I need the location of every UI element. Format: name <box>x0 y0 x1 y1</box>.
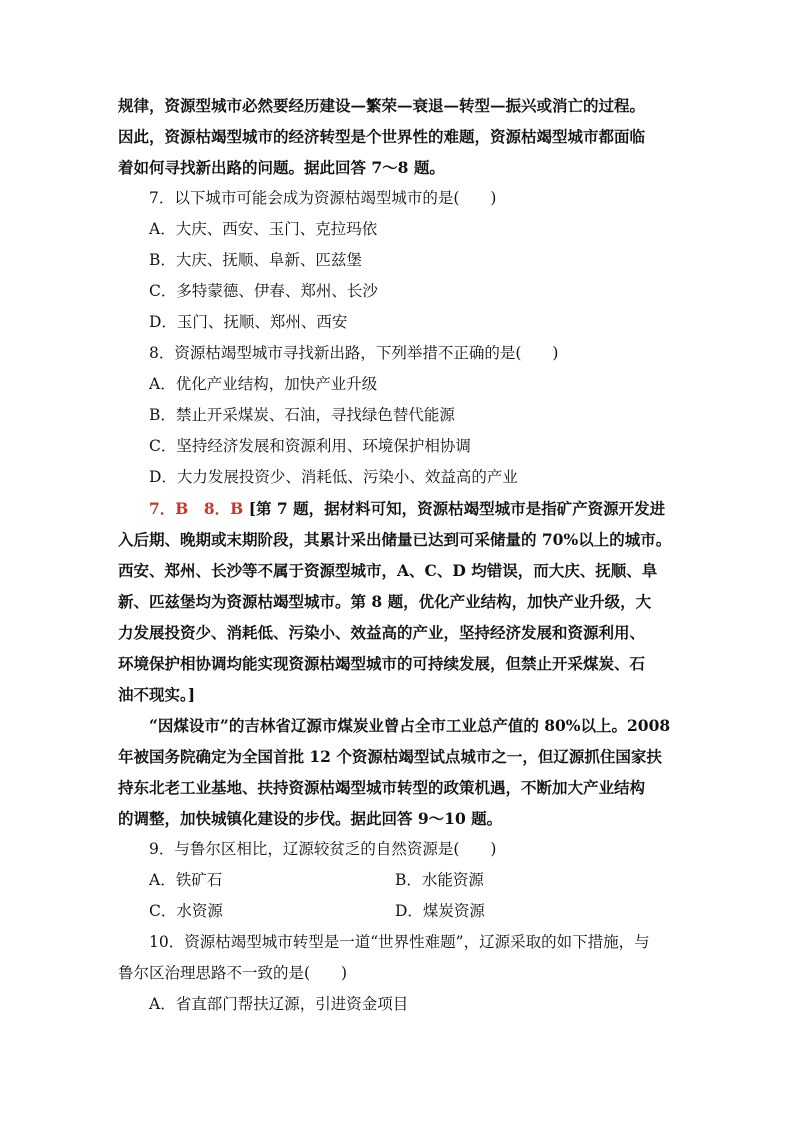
intro-passage <box>118 90 678 183</box>
question-9 <box>118 834 678 927</box>
question-9-options-row-1 <box>118 865 678 896</box>
passage-2-line: 持东北老工业基地、扶持资源枯竭型城市转型的政策机遇，不断加大产业结构 <box>118 778 646 797</box>
question-8 <box>118 338 678 493</box>
answer-line: 入后期、晚期或末期阶段，其累计采出储量已达到可采储量的 70%以上的城市。 <box>118 530 672 549</box>
question-7-option-d: D．玉门、抚顺、郑州、西安 <box>149 313 348 331</box>
question-10 <box>118 927 678 1020</box>
question-7-option-b: B．大庆、抚顺、阜新、匹兹堡 <box>149 251 362 269</box>
intro-line: 因此，资源枯竭型城市的经济转型是个世界性的难题，资源枯竭型城市都面临 <box>118 127 646 146</box>
question-9-stem: 9．与鲁尔区相比，辽源较贫乏的自然资源是( ) <box>149 840 497 858</box>
question-9-option-d: D．煤炭资源 <box>395 902 485 920</box>
answer-key: 7．B 8．B <box>149 499 244 518</box>
question-9-option-c: C．水资源 <box>149 902 223 920</box>
passage-2-line: 年被国务院确定为全国首批 12 个资源枯竭型试点城市之一，但辽源抓住国家扶 <box>118 747 662 766</box>
question-7-option-a: A．大庆、西安、玉门、克拉玛依 <box>149 220 378 238</box>
answer-line: 环境保护相协调均能实现资源枯竭型城市的可持续发展，但禁止开采煤炭、石 <box>118 654 646 673</box>
question-7 <box>118 183 678 338</box>
passage-2-line: “因煤设市”的吉林省辽源市煤炭业曾占全市工业总产值的 80%以上。2008 <box>149 716 671 735</box>
passage-2-line: 的调整，加快城镇化建设的步伐。据此回答 9～10 题。 <box>118 809 503 828</box>
question-8-stem: 8．资源枯竭型城市寻找新出路，下列举措不正确的是( ) <box>149 344 559 362</box>
question-9-option-a: A．铁矿石 <box>149 871 223 889</box>
answer-first-line <box>118 493 678 524</box>
question-10-stem-line-1: 10．资源枯竭型城市转型是一道“世界性难题”，辽源采取的如下措施，与 <box>149 933 650 951</box>
answer-line: 油不现实。] <box>118 685 196 704</box>
answer-line: 西安、郑州、长沙等不属于资源型城市，A、C、D 均错误，而大庆、抚顺、阜 <box>118 561 658 580</box>
question-10-option-a: A．省直部门帮扶辽源，引进资金项目 <box>149 995 409 1013</box>
question-10-stem-line-2: 鲁尔区治理思路不一致的是( ) <box>118 964 348 982</box>
passage-2 <box>118 710 678 834</box>
question-7-option-c: C．多特蒙德、伊春、郑州、长沙 <box>149 282 378 300</box>
answer-line: 新、匹兹堡均为资源枯竭型城市。第 8 题，优化产业结构，加快产业升级，大 <box>118 592 652 611</box>
question-9-option-b: B．水能资源 <box>395 871 484 889</box>
question-8-option-d: D．大力发展投资少、消耗低、污染小、效益高的产业 <box>149 468 518 486</box>
intro-line: 着如何寻找新出路的问题。据此回答 7～8 题。 <box>118 158 445 177</box>
answer-line: 力发展投资少、消耗低、污染小、效益高的产业，坚持经济发展和资源利用、 <box>118 623 646 642</box>
answer-first-line-text: [第 7 题，据材料可知，资源枯竭型城市是指矿产资源开发进 <box>248 499 666 518</box>
question-9-options-row-2 <box>118 896 678 927</box>
document-page <box>118 90 678 1020</box>
answer-explanation <box>118 493 678 710</box>
intro-line: 规律，资源型城市必然要经历建设—繁荣—衰退—转型—振兴或消亡的过程。 <box>118 96 646 115</box>
question-7-stem: 7．以下城市可能会成为资源枯竭型城市的是( ) <box>149 189 497 207</box>
question-8-option-a: A．优化产业结构，加快产业升级 <box>149 375 378 393</box>
question-8-option-c: C．坚持经济发展和资源利用、环境保护相协调 <box>149 437 471 455</box>
question-8-option-b: B．禁止开采煤炭、石油，寻找绿色替代能源 <box>149 406 455 424</box>
